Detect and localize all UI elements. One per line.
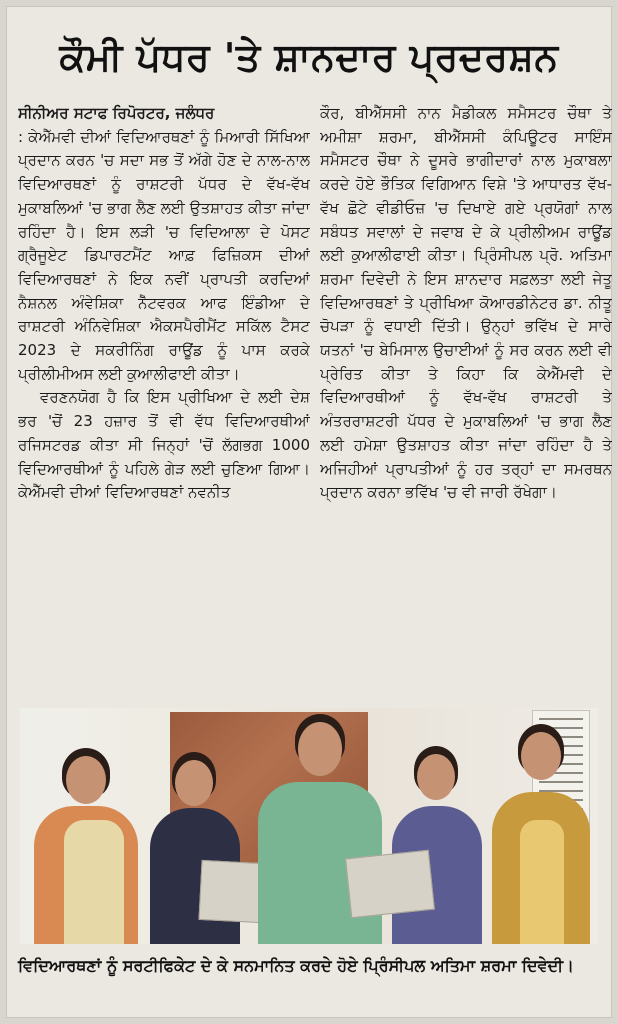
- article-column-left: [18, 102, 310, 698]
- certificate: [345, 850, 435, 918]
- byline: ਸੀਨੀਅਰ ਸਟਾਫ ਰਿਪੋਰਟਰ, ਜਲੰਧਰ: [18, 104, 215, 122]
- person-student-left: [144, 752, 244, 944]
- article-text: : ਕੇਐੱਮਵੀ ਦੀਆਂ ਵਿਦਿਆਰਥਣਾਂ ਨੂੰ ਮਿਆਰੀ ਸਿੱਖਿਆ ਪ੍ਰਦਾਨ ਕਰਨ 'ਚ ਸਦਾ ਸਭ ਤੋਂ ਅੱਗੇ ਹੋਣ ਦੇ ਨਾਲ-ਨਾਲ ਵਿਦਿਆਰਥਣਾਂ ਨੂੰ ਰਾਸ਼ਟਰੀ ਪੱਧਰ ਦੇ ਵੱਖ-ਵੱਖ ਮੁਕਾਬਲਿਆਂ 'ਚ ਭਾਗ ਲੈਣ ਲਈ ਉਤਸ਼ਾਹਤ ਕੀਤਾ ਜਾਂਦਾ ਰਹਿੰਦਾ ਹੈ। ਇਸ ਲੜੀ 'ਚ ਵਿਦਿਆਲਾ ਦੇ ਪੋਸਟ ਗ੍ਰੈਜੂਏਟ ਡਿਪਾਰਟਮੈਂਟ ਆਫ਼ ਫਿਜ਼ਿਕਸ ਦੀਆਂ ਵਿਦਿਆਰਥਣਾਂ ਨੇ ਇਕ ਨਵੀਂ ਪ੍ਰਾਪਤੀ ਕਰਦਿਆਂ ਨੈਸ਼ਨਲ ਅੰਵੇਸ਼ਿਕਾ ਨੈੱਟਵਰਕ ਆਫ ਇੰਡੀਆ ਦੇ ਰਾਸ਼ਟਰੀ ਅੰਨਿਵੇਸ਼ਿਕਾ ਐਕਸਪੈਰੀਮੈਂਟ ਸਕਿੱਲ ਟੈਸਟ 2023 ਦੇ ਸਕਰੀਨਿੰਗ ਰਾਊਂਡ ਨੂੰ ਪਾਸ ਕਰਕੇ ਪ੍ਰੀਲੀਮੀਅਸ ਲਈ ਕੁਆਲੀਫਾਈ ਕੀਤਾ।: [18, 127, 310, 383]
- article-column-right: [320, 102, 612, 698]
- news-photo: [20, 708, 598, 944]
- article-paragraph: ਵਰਣਨਯੋਗ ਹੈ ਕਿ ਇਸ ਪ੍ਰੀਖਿਆ ਦੇ ਲਈ ਦੇਸ਼ ਭਰ 'ਚੋਂ 23 ਹਜ਼ਾਰ ਤੋਂ ਵੀ ਵੱਧ ਵਿਦਿਆਰਥੀਆਂ ਰਜਿਸਟਰਡ ਕੀਤਾ ਸੀ ਜਿਨ੍ਹਾਂ 'ਚੋਂ ਲੱਗਭਗ 1000 ਵਿਦਿਆਰਥੀਆਂ ਨੂੰ ਪਹਿਲੇ ਗੇੜ ਲਈ ਚੁਣਿਆ ਗਿਆ। ਕੇਐੱਮਵੀ ਦੀਆਂ ਵਿਦਿਆਰਥਣਾਂ ਨਵਨੀਤ: [18, 388, 310, 502]
- photo-caption: ਵਿਦਿਆਰਥਣਾਂ ਨੂੰ ਸਰਟੀਫਿਕੇਟ ਦੇ ਕੇ ਸਨਮਾਨਿਤ ਕਰਦੇ ਹੋਏ ਪ੍ਰਿੰਸੀਪਲ ਅਤਿਮਾ ਸ਼ਰਮਾ ਦਿਵੇਦੀ।: [18, 956, 574, 975]
- article-paragraph: [18, 102, 310, 386]
- person-teacher-left: [30, 748, 140, 944]
- person-student-right: [386, 746, 486, 944]
- person-teacher-right: [488, 724, 592, 944]
- article-paragraph: ਕੌਰ, ਬੀਐੱਸਸੀ ਨਾਨ ਮੈਡੀਕਲ ਸਮੈਸਟਰ ਚੌਥਾ ਤੇ ਅਮੀਸ਼ਾ ਸ਼ਰਮਾ, ਬੀਐੱਸਸੀ ਕੰਪਿਊਟਰ ਸਾਇੰਸ ਸਮੈਸਟਰ ਚੌਥਾ ਨੇ ਦੂਸਰੇ ਭਾਗੀਦਾਰਾਂ ਨਾਲ ਮੁਕਾਬਲਾ ਕਰਦੇ ਹੋਏ ਭੌਤਿਕ ਵਿਗਿਆਨ ਵਿਸ਼ੇ 'ਤੇ ਆਧਾਰਤ ਵੱਖ-ਵੱਖ ਛੋਟੇ ਵੀਡੀਓਜ਼ 'ਚ ਦਿਖਾਏ ਗਏ ਪ੍ਰਯੋਗਾਂ ਨਾਲ ਸਬੰਧਤ ਸਵਾਲਾਂ ਦੇ ਜਵਾਬ ਦੇ ਕੇ ਪ੍ਰੀਲੀਅਮ ਰਾਊਂਡ ਲਈ ਕੁਆਲੀਫਾਈ ਕੀਤਾ। ਪ੍ਰਿੰਸੀਪਲ ਪ੍ਰੋ. ਅਤਿਮਾ ਸ਼ਰਮਾ ਦਿਵੇਦੀ ਨੇ ਇਸ ਸ਼ਾਨਦਾਰ ਸਫ਼ਲਤਾ ਲਈ ਜੇਤੂ ਵਿਦਿਆਰਥਣਾਂ ਤੇ ਪ੍ਰੀਖਿਆ ਕੋਆਰਡੀਨੇਟਰ ਡਾ. ਨੀਤੂ ਚੋਪੜਾ ਨੂੰ ਵਧਾਈ ਦਿੱਤੀ। ਉਨ੍ਹਾਂ ਭਵਿੱਖ ਦੇ ਸਾਰੇ ਯਤਨਾਂ 'ਚ ਬੇਮਿਸਾਲ ਉਚਾਈਆਂ ਨੂੰ ਸਰ ਕਰਨ ਲਈ ਵੀ ਪ੍ਰੇਰਿਤ ਕੀਤਾ ਤੇ ਕਿਹਾ ਕਿ ਕੇਐੱਮਵੀ ਦੇ ਵਿਦਿਆਰਥੀਆਂ ਨੂੰ ਵੱਖ-ਵੱਖ ਰਾਸ਼ਟਰੀ ਤੇ ਅੰਤਰਰਾਸ਼ਟਰੀ ਪੱਧਰ ਦੇ ਮੁਕਾਬਲਿਆਂ 'ਚ ਭਾਗ ਲੈਣ ਲਈ ਹਮੇਸ਼ਾ ਉਤਸ਼ਾਹਤ ਕੀਤਾ ਜਾਂਦਾ ਰਹਿੰਦਾ ਹੈ ਤੇ ਅਜਿਹੀਆਂ ਪ੍ਰਾਪਤੀਆਂ ਨੂੰ ਹਰ ਤਰ੍ਹਾਂ ਦਾ ਸਮਰਥਨ ਪ੍ਰਦਾਨ ਕਰਨਾ ਭਵਿੱਖ 'ਚ ਵੀ ਜਾਰੀ ਰੱਖੇਗਾ।: [320, 104, 612, 502]
- headline: ਕੌਮੀ ਪੱਧਰ 'ਤੇ ਸ਼ਾਨਦਾਰ ਪ੍ਰਦਰਸ਼ਨ: [59, 34, 559, 79]
- newspaper-clipping: [6, 6, 612, 1018]
